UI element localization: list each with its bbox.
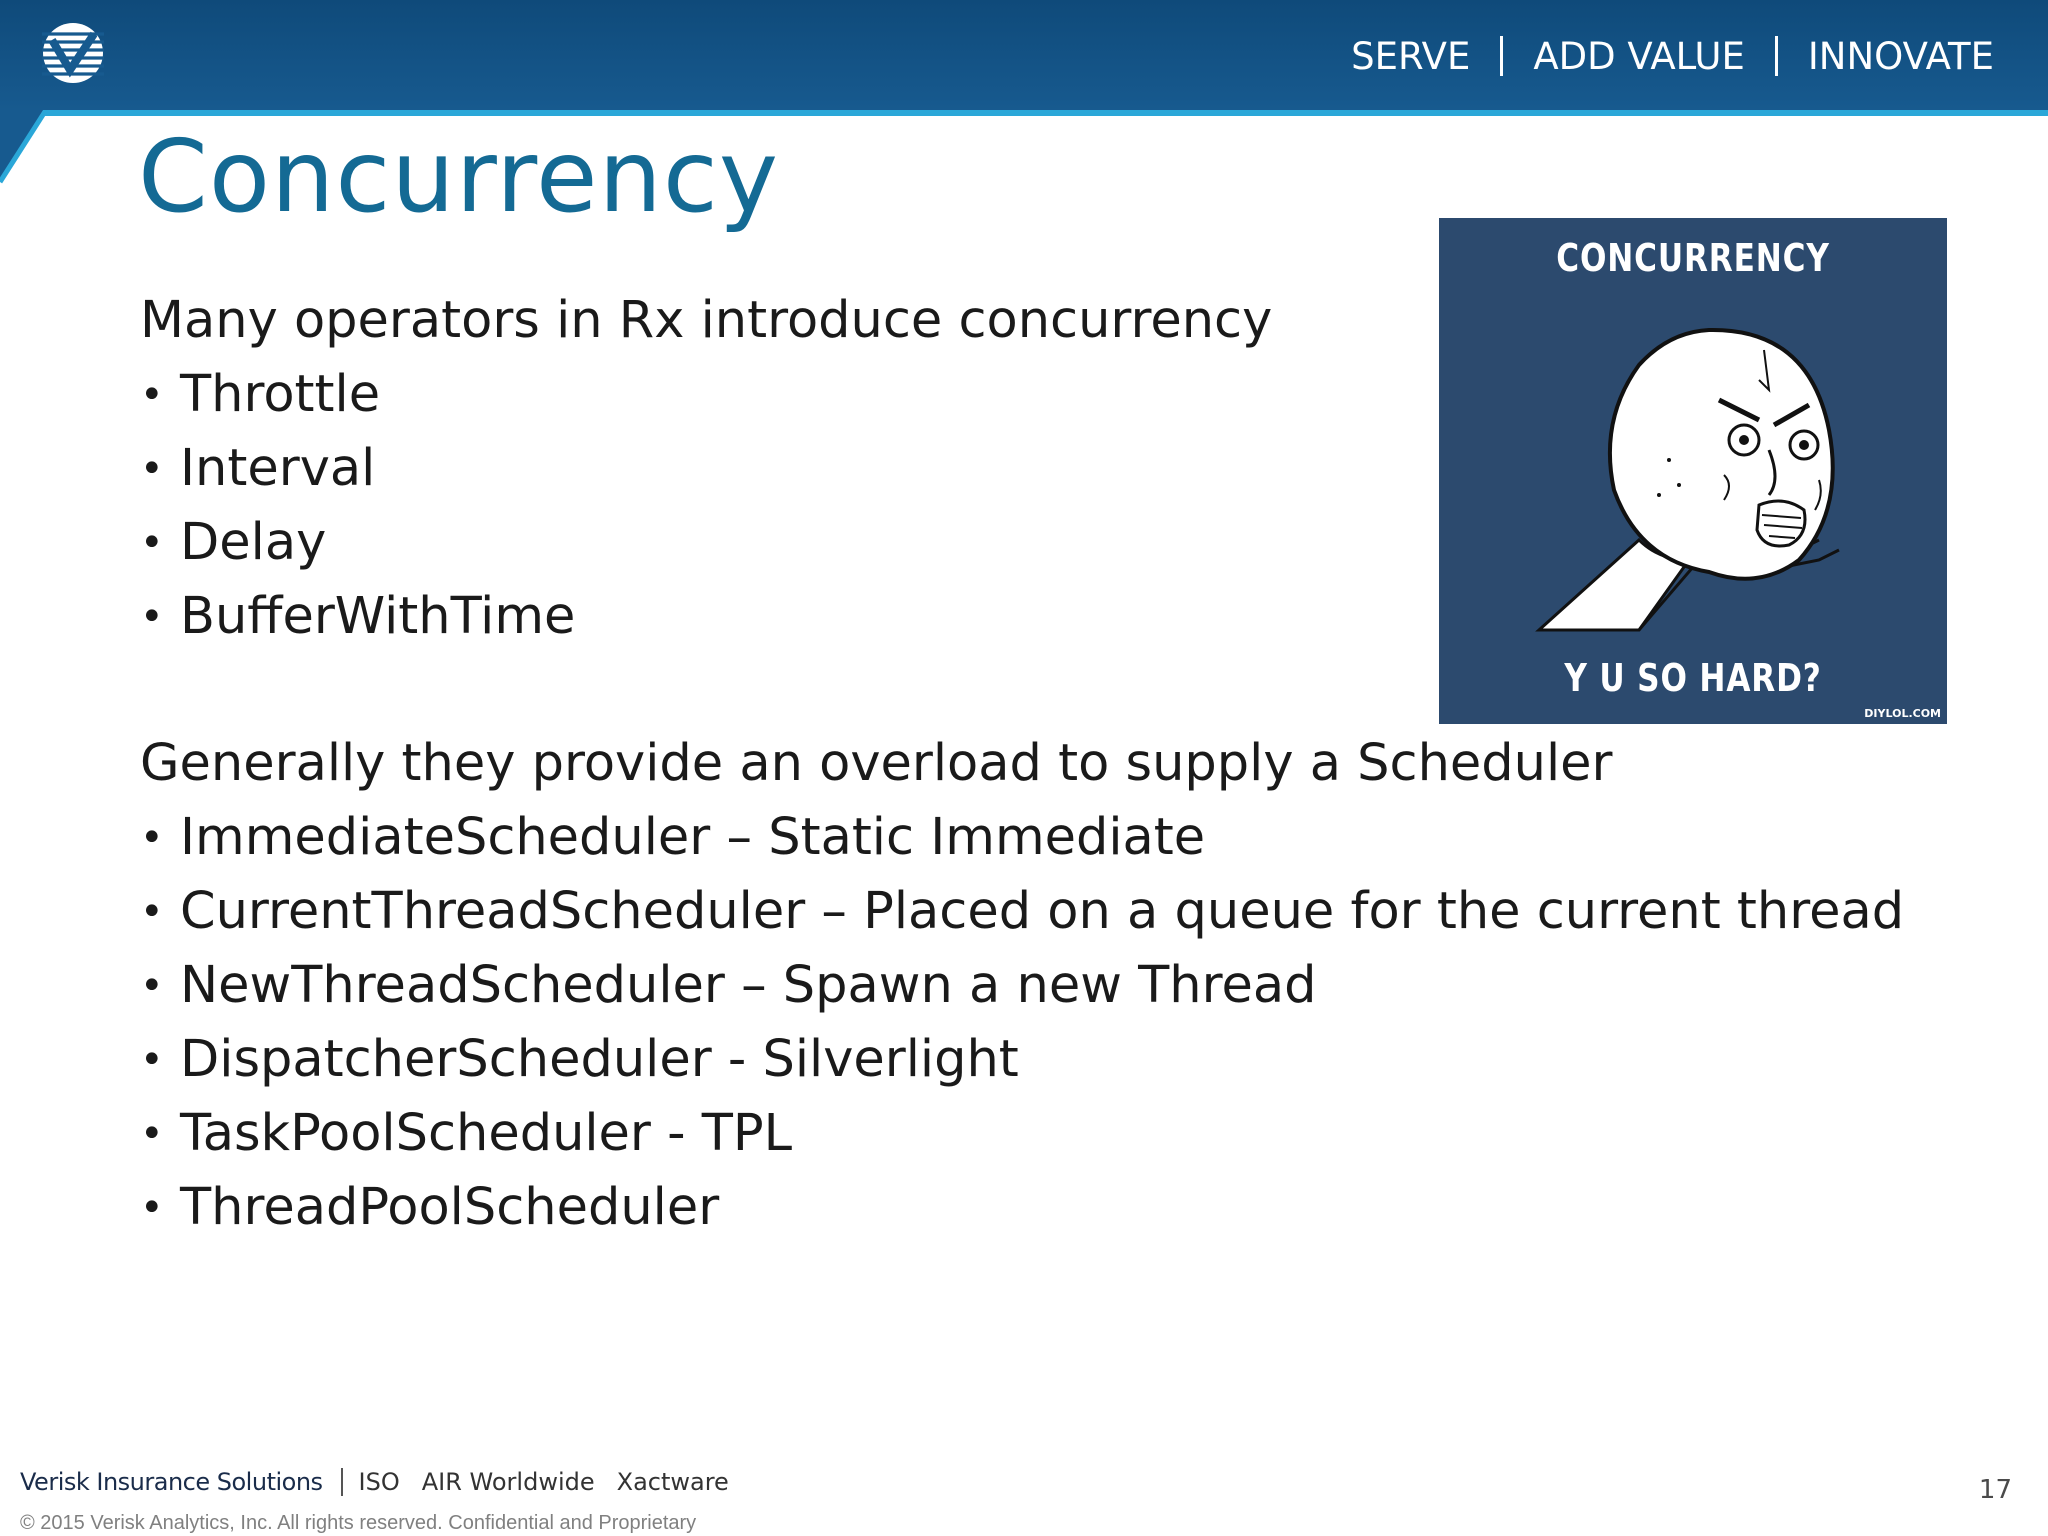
footer-company: Verisk Insurance Solutions [20, 1468, 323, 1496]
meme-image [1439, 218, 1947, 724]
section-schedulers [140, 727, 1904, 1245]
list-item: • NewThreadScheduler – Spawn a new Thread [140, 949, 1904, 1023]
list-item: • DispatcherScheduler - Silverlight [140, 1023, 1904, 1097]
page-number: 17 [1978, 1475, 2012, 1505]
tagline-innovate: INNOVATE [1807, 34, 1994, 78]
rage-face-illustration [1519, 310, 1899, 650]
tagline-divider [1500, 36, 1503, 76]
footer-brand-xactware: Xactware [616, 1468, 729, 1496]
section-operators [140, 284, 1272, 654]
list-item: • Throttle [140, 358, 1272, 432]
footer-divider [341, 1468, 343, 1496]
list-item: • ImmediateScheduler – Static Immediate [140, 801, 1904, 875]
list-item: • BufferWithTime [140, 580, 1272, 654]
footer-brand-iso: ISO [358, 1468, 400, 1496]
verisk-logo-icon [40, 20, 106, 86]
scheduler-list [140, 801, 1904, 1245]
section-lead: Many operators in Rx introduce concurrency [140, 291, 1273, 350]
meme-top-text: CONCURRENCY [1556, 236, 1830, 280]
header-band [0, 0, 2048, 110]
list-item: • ThreadPoolScheduler [140, 1171, 1904, 1245]
list-item: • Delay [140, 506, 1272, 580]
footer-copyright: © 2015 Verisk Analytics, Inc. All rights reserved. Confidential and Proprietary [20, 1512, 697, 1534]
footer-brand-air: AIR Worldwide [421, 1468, 595, 1496]
footer-brand-line [20, 1468, 751, 1496]
header-wedge-decoration [0, 110, 60, 190]
meme-bottom-text: Y U SO HARD? [1564, 656, 1822, 700]
meme-watermark: DIYLOL.COM [1864, 707, 1941, 720]
list-item: • TaskPoolScheduler - TPL [140, 1097, 1904, 1171]
list-item: • CurrentThreadScheduler – Placed on a queue for the current thread [140, 875, 1904, 949]
header-tagline [1351, 30, 1994, 82]
section-lead: Generally they provide an overload to supply a Scheduler [140, 734, 1613, 793]
operator-list [140, 358, 1272, 654]
page-title: Concurrency [138, 118, 780, 235]
list-item: • Interval [140, 432, 1272, 506]
tagline-add-value: ADD VALUE [1533, 34, 1745, 78]
tagline-divider [1775, 36, 1778, 76]
tagline-serve: SERVE [1351, 34, 1471, 78]
